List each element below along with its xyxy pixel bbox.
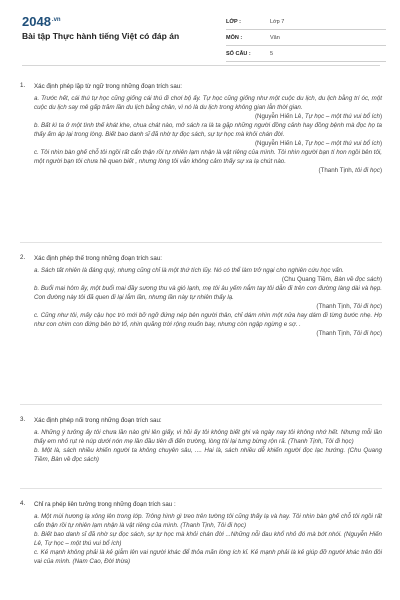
excerpt-c: c. Tôi nhìn bàn ghế chỗ tôi ngồi rất cẩn thận rồi tự nhiên lạm nhận là vật riêng của mình. Tôi nhìn người bạn tí hon ngồi bên tôi, một người bạn tôi chưa hề quen biết , nhưng lòng tôi vẫn không cảm thấy sự xa lạ chút nào. xyxy=(34,149,382,165)
excerpt-source: (Nguyễn Hiến Lê, Tự học – một thú vui bổ ích) xyxy=(254,140,382,147)
question-number: 4. xyxy=(20,500,26,507)
question-separator xyxy=(20,242,382,243)
meta-value: 5 xyxy=(270,50,274,57)
meta-value: Lớp 7 xyxy=(270,18,285,25)
excerpt-a: a. Một mùi hương lạ xông lên trong lớp. Trông hình gì treo trên tường tôi cũng thấy lạ và hay. Tôi nhìn bàn ghế chỗ tôi ngồi rất cẩn thận rồi tự nhiên lạm nhận là vật riêng của mình. (Thanh Tịnh, Tôi đi học) xyxy=(34,513,382,529)
question-1 xyxy=(20,82,382,175)
question-prompt: Xác định phép nối trong những đoạn trích sau: xyxy=(34,417,162,424)
excerpt-a: a. Sách tất nhiên là đáng quý, nhưng cũng chỉ là một thứ tích lũy. Nó có thể làm trở ngại cho nghiên cứu học vấn. xyxy=(34,267,344,274)
meta-row-subject xyxy=(226,30,386,46)
excerpt-b: b. Buổi mai hôm ấy, một buổi mai đầy sương thu và gió lạnh, mẹ tôi âu yếm nắm tay tôi dẫn đi trên con đường làng dài và hẹp. Con đường này tôi đã quen đi lại lắm lần, nhưng lần này tự nhiên thấy lạ. xyxy=(34,285,382,301)
excerpt-source: (Thanh Tịnh, Tôi đi học) xyxy=(316,303,382,310)
question-number: 1. xyxy=(20,82,26,89)
excerpt-source: (Thanh Tịnh, tôi đi học) xyxy=(318,167,382,174)
meta-label: MÔN : xyxy=(226,34,243,41)
document-title: Bài tập Thực hành tiếng Việt có đáp án xyxy=(22,31,180,41)
excerpt-b: b. Biết bao danh sĩ đã nhờ sự đọc sách, sự tự học mà khỏi chán đời ...Những nỗi đau khổ nhỏ đó mà bớt nhói. (Nguyễn Hiến Lê, Tự học – một thú vui bổ ích) xyxy=(34,531,382,547)
excerpt-c: c. Cũng như tôi, mấy cậu học trò mới bỡ ngỡ đứng nép bên người thân, chỉ dám nhìn một nửa hay dám đi từng bước nhẹ. Họ như con chim con đứng bên bờ tổ, nhìn quãng trời rộng muốn bay, nhưng còn ngập ngừng e sợ. . xyxy=(34,312,382,328)
question-3 xyxy=(20,416,382,464)
meta-value: Văn xyxy=(270,34,280,41)
question-prompt: Xác định phép thế trong những đoạn trích sau: xyxy=(34,255,162,262)
meta-row-question-count xyxy=(226,46,386,62)
header-divider xyxy=(22,65,380,66)
meta-table xyxy=(226,14,386,62)
page-header xyxy=(0,0,400,62)
logo-suffix: .vn xyxy=(51,16,61,23)
question-number: 3. xyxy=(20,416,26,423)
excerpt-b: b. Một là, sách nhiều khiến người ta không chuyên sâu, .... Hai là, sách nhiều dễ khiến người đọc lạc hướng. (Chu Quang Tiềm, Bàn về đọc sách) xyxy=(34,447,382,463)
excerpt-a: a. Những ý tưởng ấy tôi chưa lần nào ghi lên giấy, vì hồi ấy tôi không biết ghi và ngày nay tôi không nhớ hết. Nhưng mỗi lần thấy em nhỏ rụt rè núp dưới nón mẹ lần đầu tiên đi đến trường, lòng tôi lại tưng bừng rộn rã. (Thanh Tịnh, Tôi đi học) xyxy=(34,429,382,445)
excerpt-source: (Thanh Tịnh, Tôi đi học) xyxy=(316,330,382,337)
meta-label: LỚP : xyxy=(226,18,241,25)
question-prompt: Chỉ ra phép liên tưởng trong những đoạn trích sau : xyxy=(34,501,176,508)
excerpt-a: a. Trước hết, cái thú tự học cũng giống cái thú đi chơi bộ ấy. Tự học cũng giống như một cuộc du lịch, du lịch bằng trí óc, một cuộc du lịch say mê gấp trăm lần du lịch bằng chân, vì nó là du lịch trong không gian lẫn thời gian. xyxy=(34,95,382,111)
question-separator xyxy=(20,488,382,489)
excerpt-source: (Chu Quang Tiềm, Bàn về đọc sách) xyxy=(281,276,382,283)
excerpt-b: b. Bất kì ta ở một tình thế khát khe, chua chát nào, mở sách ra là ta gặp những người đồng cảnh hay đồng bệnh mà đọc họ ta thấy ấm áp lại trong lòng. Biết bao danh sĩ đã nhờ tự đọc sách, sự tự học mà khỏi chán đời. xyxy=(34,122,382,138)
question-prompt: Xác định phép lặp từ ngữ trong những đoạn trích sau: xyxy=(34,83,182,90)
site-logo[interactable] xyxy=(22,14,61,29)
question-2 xyxy=(20,254,382,338)
meta-row-class xyxy=(226,14,386,30)
logo-text: 2048 xyxy=(22,14,51,29)
excerpt-c: c. Kẻ mạnh không phải là kẻ giẫm lên vai người khác để thỏa mãn lòng ích kỉ. Kẻ mạnh phải là kẻ giúp đỡ người khác trên đôi vai của mình. (Nam Cao, Đời thừa) xyxy=(34,549,382,565)
question-4 xyxy=(20,500,382,566)
question-separator xyxy=(20,404,382,405)
excerpt-source: (Nguyễn Hiến Lê, Tự học – một thú vui bổ ích) xyxy=(254,113,382,120)
question-number: 2. xyxy=(20,254,26,261)
meta-label: SỐ CÂU : xyxy=(226,50,251,57)
